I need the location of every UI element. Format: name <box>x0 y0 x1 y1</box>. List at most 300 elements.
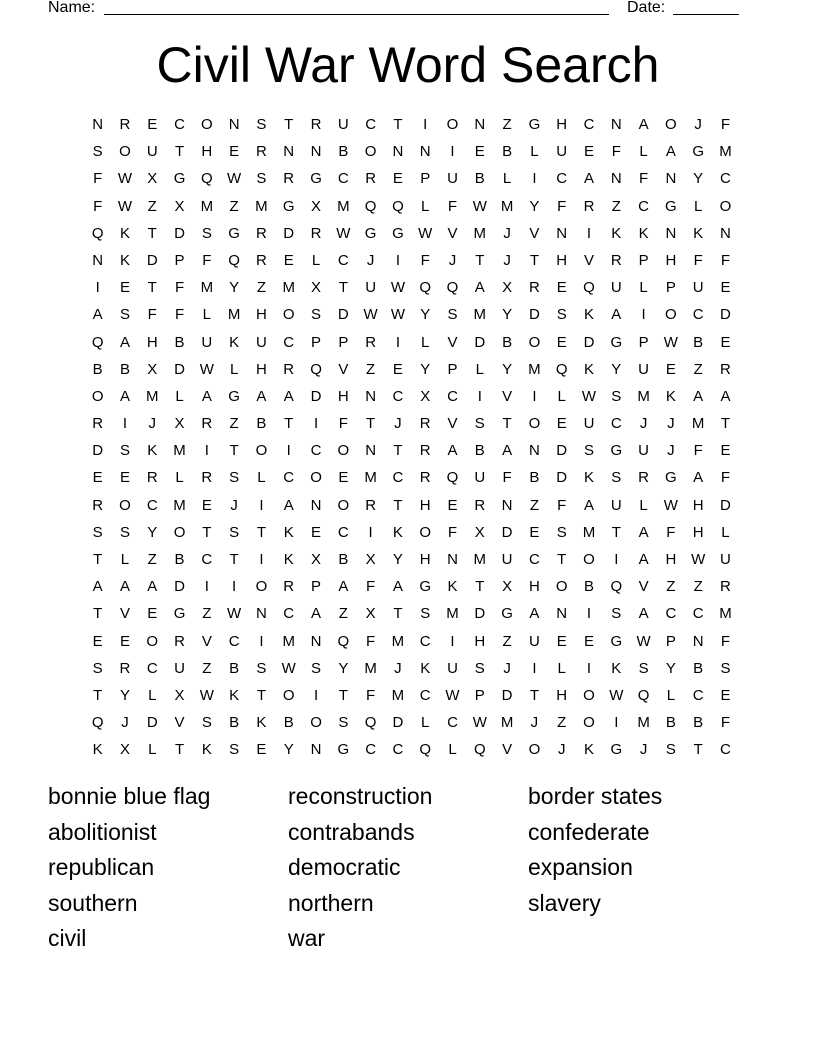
grid-letter[interactable]: D <box>337 306 349 324</box>
grid-letter[interactable]: N <box>283 143 295 161</box>
grid-letter[interactable]: U <box>201 333 213 351</box>
grid-letter[interactable]: A <box>720 387 731 405</box>
grid-letter[interactable]: J <box>503 659 511 677</box>
grid-letter[interactable]: Y <box>529 197 540 215</box>
grid-letter[interactable]: H <box>419 551 431 568</box>
grid-letter[interactable]: C <box>392 387 404 405</box>
grid-letter[interactable]: Z <box>693 360 703 378</box>
grid-letter[interactable]: R <box>174 632 185 650</box>
grid-letter[interactable]: C <box>337 251 349 269</box>
grid-letter[interactable]: A <box>92 578 103 596</box>
grid-letter[interactable]: D <box>146 251 158 269</box>
grid-letter[interactable]: S <box>556 306 567 324</box>
grid-letter[interactable]: K <box>420 659 431 677</box>
grid-letter[interactable]: E <box>720 279 731 297</box>
grid-letter[interactable]: L <box>421 333 430 351</box>
grid-letter[interactable]: T <box>174 143 185 161</box>
grid-letter[interactable]: G <box>173 170 186 188</box>
grid-letter[interactable]: M <box>446 605 459 623</box>
grid-letter[interactable]: I <box>423 116 428 133</box>
grid-letter[interactable]: F <box>720 116 731 133</box>
grid-letter[interactable]: C <box>610 415 622 433</box>
grid-letter[interactable]: I <box>259 496 264 514</box>
grid-letter[interactable]: A <box>392 578 403 596</box>
grid-letter[interactable]: D <box>720 306 731 324</box>
grid-letter[interactable]: R <box>720 578 731 596</box>
grid-letter[interactable]: J <box>448 251 457 269</box>
grid-letter[interactable]: I <box>95 279 100 297</box>
grid-letter[interactable]: Q <box>310 360 322 378</box>
grid-letter[interactable]: H <box>556 251 568 269</box>
grid-letter[interactable]: Z <box>502 632 512 650</box>
grid-letter[interactable]: B <box>256 415 267 433</box>
grid-letter[interactable]: H <box>474 632 486 650</box>
grid-letter[interactable]: E <box>147 116 158 133</box>
grid-letter[interactable]: D <box>92 442 104 460</box>
grid-letter[interactable]: T <box>366 415 376 433</box>
grid-letter[interactable]: P <box>311 333 322 351</box>
grid-letter[interactable]: K <box>583 741 594 759</box>
grid-letter[interactable]: M <box>173 442 186 460</box>
grid-letter[interactable]: F <box>611 143 621 161</box>
grid-letter[interactable]: Z <box>202 659 212 677</box>
grid-letter[interactable]: D <box>556 442 568 460</box>
grid-letter[interactable]: T <box>611 523 621 541</box>
grid-letter[interactable]: I <box>614 551 619 568</box>
grid-letter[interactable]: E <box>447 496 458 514</box>
grid-letter[interactable]: O <box>282 686 295 704</box>
grid-letter[interactable]: U <box>474 469 486 487</box>
grid-letter[interactable]: B <box>229 714 240 732</box>
grid-letter[interactable]: I <box>122 415 128 433</box>
grid-letter[interactable]: K <box>693 224 704 242</box>
grid-letter[interactable]: A <box>201 387 212 405</box>
grid-letter[interactable]: B <box>119 360 130 378</box>
grid-letter[interactable]: R <box>720 360 731 378</box>
grid-letter[interactable]: H <box>201 143 213 161</box>
grid-letter[interactable]: S <box>229 469 240 487</box>
grid-letter[interactable]: I <box>259 551 264 568</box>
grid-letter[interactable]: Y <box>420 360 431 378</box>
grid-letter[interactable]: Q <box>583 279 595 297</box>
grid-letter[interactable]: M <box>528 360 541 378</box>
grid-letter[interactable]: Y <box>229 279 240 297</box>
grid-letter[interactable]: X <box>502 279 513 297</box>
grid-letter[interactable]: H <box>692 496 704 514</box>
grid-letter[interactable]: B <box>474 170 485 188</box>
grid-letter[interactable]: E <box>392 360 403 378</box>
grid-letter[interactable]: I <box>395 333 400 351</box>
grid-letter[interactable]: C <box>337 523 349 541</box>
grid-letter[interactable]: R <box>283 360 295 378</box>
grid-letter[interactable]: Q <box>392 197 404 215</box>
grid-letter[interactable]: T <box>93 605 103 623</box>
grid-letter[interactable]: D <box>720 496 731 514</box>
grid-letter[interactable]: L <box>175 469 184 487</box>
grid-letter[interactable]: Y <box>119 686 130 704</box>
grid-letter[interactable]: M <box>500 714 514 732</box>
grid-letter[interactable]: A <box>693 387 704 405</box>
grid-letter[interactable]: V <box>201 632 212 650</box>
grid-letter[interactable]: G <box>665 197 677 215</box>
grid-letter[interactable]: V <box>174 714 185 732</box>
grid-letter[interactable]: M <box>500 197 514 215</box>
grid-letter[interactable]: M <box>391 686 405 704</box>
grid-letter[interactable]: O <box>583 551 595 568</box>
grid-letter[interactable]: A <box>283 387 294 405</box>
grid-letter[interactable]: S <box>229 523 240 541</box>
grid-letter[interactable]: R <box>474 496 486 514</box>
grid-letter[interactable]: M <box>691 415 705 433</box>
grid-letter[interactable]: W <box>390 306 405 324</box>
grid-letter[interactable]: H <box>337 387 349 405</box>
grid-letter[interactable]: U <box>528 632 540 650</box>
grid-letter[interactable]: F <box>338 415 348 433</box>
grid-letter[interactable]: Z <box>666 578 676 596</box>
grid-letter[interactable]: R <box>146 469 158 487</box>
grid-letter[interactable]: R <box>119 659 131 677</box>
grid-letter[interactable]: L <box>421 714 430 732</box>
grid-letter[interactable]: D <box>556 469 568 487</box>
grid-letter[interactable]: A <box>638 605 649 623</box>
grid-letter[interactable]: P <box>665 279 676 297</box>
grid-letter[interactable]: U <box>174 659 185 677</box>
grid-letter[interactable]: R <box>119 116 131 133</box>
grid-letter[interactable]: W <box>663 333 678 351</box>
grid-letter[interactable]: A <box>474 279 485 297</box>
grid-letter[interactable]: Z <box>256 279 267 297</box>
grid-letter[interactable]: J <box>639 741 648 759</box>
grid-letter[interactable]: T <box>393 116 403 133</box>
grid-letter[interactable]: R <box>310 224 322 242</box>
grid-letter[interactable]: X <box>365 551 376 568</box>
grid-letter[interactable]: Z <box>611 197 621 215</box>
grid-letter[interactable]: C <box>283 333 295 351</box>
grid-letter[interactable]: I <box>532 659 537 677</box>
grid-letter[interactable]: R <box>419 469 431 487</box>
grid-letter[interactable]: A <box>665 143 676 161</box>
grid-letter[interactable]: X <box>174 197 185 215</box>
grid-letter[interactable]: S <box>665 741 676 759</box>
grid-letter[interactable]: M <box>200 279 214 297</box>
grid-letter[interactable]: V <box>338 360 349 378</box>
grid-letter[interactable]: J <box>530 714 539 732</box>
grid-letter[interactable]: T <box>147 224 157 242</box>
grid-letter[interactable]: N <box>556 605 568 623</box>
word-search-grid[interactable] <box>84 113 739 766</box>
grid-letter[interactable]: W <box>117 170 133 188</box>
grid-letter[interactable]: O <box>419 523 432 541</box>
grid-letter[interactable]: E <box>92 469 103 487</box>
grid-letter[interactable]: S <box>474 415 485 433</box>
grid-letter[interactable]: B <box>338 551 349 568</box>
grid-letter[interactable]: Q <box>364 714 377 732</box>
grid-letter[interactable]: E <box>665 360 676 378</box>
grid-letter[interactable]: C <box>528 551 540 568</box>
grid-letter[interactable]: B <box>283 714 294 732</box>
grid-letter[interactable]: D <box>146 714 158 732</box>
grid-letter[interactable]: M <box>473 306 487 324</box>
grid-letter[interactable]: N <box>392 143 404 161</box>
grid-letter[interactable]: Q <box>201 170 213 188</box>
grid-letter[interactable]: S <box>119 306 130 324</box>
grid-letter[interactable]: C <box>283 605 295 623</box>
grid-letter[interactable]: T <box>475 578 485 596</box>
grid-letter[interactable]: K <box>229 333 240 351</box>
grid-letter[interactable]: O <box>583 686 595 704</box>
grid-letter[interactable]: J <box>503 224 511 242</box>
grid-letter[interactable]: L <box>639 496 648 514</box>
grid-letter[interactable]: F <box>720 251 731 269</box>
grid-letter[interactable]: E <box>256 741 267 759</box>
grid-letter[interactable]: T <box>256 686 267 704</box>
grid-letter[interactable]: G <box>610 442 623 460</box>
grid-letter[interactable]: W <box>227 605 242 623</box>
grid-letter[interactable]: N <box>501 496 513 514</box>
grid-letter[interactable]: Z <box>557 714 567 732</box>
date-blank-line[interactable] <box>673 0 739 15</box>
grid-letter[interactable]: U <box>501 551 513 568</box>
grid-letter[interactable]: P <box>665 632 676 650</box>
grid-letter[interactable]: U <box>256 333 267 351</box>
grid-letter[interactable]: R <box>283 578 295 596</box>
grid-letter[interactable]: P <box>174 251 185 269</box>
grid-letter[interactable]: L <box>148 741 157 759</box>
grid-letter[interactable]: G <box>228 387 240 405</box>
grid-letter[interactable]: L <box>448 741 457 759</box>
grid-letter[interactable]: T <box>557 551 567 568</box>
grid-letter[interactable]: K <box>447 578 458 596</box>
grid-letter[interactable]: I <box>450 143 455 161</box>
grid-letter[interactable]: I <box>368 523 373 541</box>
grid-letter[interactable]: R <box>419 442 431 460</box>
grid-letter[interactable]: S <box>92 523 103 541</box>
grid-letter[interactable]: H <box>256 306 267 324</box>
grid-letter[interactable]: F <box>720 469 731 487</box>
grid-letter[interactable]: I <box>313 686 319 704</box>
grid-letter[interactable]: J <box>694 116 702 133</box>
grid-letter[interactable]: W <box>336 224 351 242</box>
grid-letter[interactable]: B <box>502 143 513 161</box>
grid-letter[interactable]: U <box>720 551 731 568</box>
grid-letter[interactable]: Y <box>502 360 513 378</box>
grid-letter[interactable]: H <box>256 360 267 378</box>
grid-letter[interactable]: Z <box>366 360 376 378</box>
grid-letter[interactable]: L <box>175 387 184 405</box>
grid-letter[interactable]: D <box>583 333 595 351</box>
grid-letter[interactable]: L <box>257 469 266 487</box>
grid-letter[interactable]: C <box>638 197 649 215</box>
grid-letter[interactable]: J <box>557 741 566 759</box>
grid-letter[interactable]: S <box>638 659 649 677</box>
grid-letter[interactable]: C <box>447 387 458 405</box>
grid-letter[interactable]: E <box>583 632 594 650</box>
grid-letter[interactable]: S <box>201 224 212 242</box>
grid-letter[interactable]: W <box>581 387 597 405</box>
grid-letter[interactable]: F <box>502 469 512 487</box>
grid-letter[interactable]: C <box>720 741 731 759</box>
grid-letter[interactable]: U <box>365 279 377 297</box>
grid-letter[interactable]: M <box>719 605 732 623</box>
grid-letter[interactable]: H <box>528 578 540 596</box>
grid-letter[interactable]: I <box>586 659 592 677</box>
grid-letter[interactable]: R <box>92 415 104 433</box>
grid-letter[interactable]: W <box>691 551 706 568</box>
grid-letter[interactable]: Q <box>446 279 459 297</box>
grid-letter[interactable]: G <box>228 224 240 242</box>
grid-letter[interactable]: W <box>609 686 624 704</box>
grid-letter[interactable]: C <box>283 469 295 487</box>
grid-letter[interactable]: Q <box>637 686 650 704</box>
grid-letter[interactable]: D <box>174 360 185 378</box>
grid-letter[interactable]: O <box>146 632 159 650</box>
grid-letter[interactable]: N <box>310 143 322 161</box>
grid-letter[interactable]: T <box>93 551 103 568</box>
grid-letter[interactable]: D <box>501 686 513 704</box>
grid-letter[interactable]: A <box>529 605 540 623</box>
grid-letter[interactable]: E <box>92 632 103 650</box>
grid-letter[interactable]: B <box>693 333 704 351</box>
grid-letter[interactable]: I <box>532 170 537 188</box>
grid-letter[interactable]: Y <box>665 659 676 677</box>
grid-letter[interactable]: P <box>447 360 458 378</box>
grid-letter[interactable]: T <box>202 523 212 541</box>
grid-letter[interactable]: E <box>556 333 567 351</box>
grid-letter[interactable]: T <box>502 415 512 433</box>
grid-letter[interactable]: Q <box>473 741 486 759</box>
grid-letter[interactable]: E <box>147 605 158 623</box>
grid-letter[interactable]: N <box>474 116 486 133</box>
grid-letter[interactable]: T <box>338 686 348 704</box>
grid-letter[interactable]: O <box>310 714 322 732</box>
grid-letter[interactable]: O <box>555 578 568 596</box>
grid-letter[interactable]: R <box>419 415 431 433</box>
grid-letter[interactable]: I <box>614 714 619 732</box>
grid-letter[interactable]: N <box>610 116 622 133</box>
grid-letter[interactable]: M <box>200 197 214 215</box>
grid-letter[interactable]: V <box>447 224 458 242</box>
grid-letter[interactable]: U <box>556 143 568 161</box>
grid-letter[interactable]: A <box>638 551 649 568</box>
grid-letter[interactable]: R <box>365 170 377 188</box>
grid-letter[interactable]: C <box>692 306 704 324</box>
grid-letter[interactable]: E <box>556 632 567 650</box>
grid-letter[interactable]: S <box>311 659 322 677</box>
grid-letter[interactable]: N <box>528 442 540 460</box>
grid-letter[interactable]: O <box>528 415 541 433</box>
grid-letter[interactable]: Z <box>147 551 157 568</box>
grid-letter[interactable]: O <box>528 741 541 759</box>
grid-letter[interactable]: X <box>147 170 158 188</box>
grid-letter[interactable]: S <box>201 714 212 732</box>
grid-letter[interactable]: B <box>529 469 540 487</box>
grid-letter[interactable]: O <box>337 496 350 514</box>
grid-letter[interactable]: S <box>311 306 322 324</box>
grid-letter[interactable]: A <box>638 116 649 133</box>
grid-letter[interactable]: L <box>721 523 730 541</box>
grid-letter[interactable]: B <box>338 143 349 161</box>
grid-letter[interactable]: T <box>393 605 403 623</box>
grid-letter[interactable]: D <box>174 224 185 242</box>
grid-letter[interactable]: R <box>365 496 377 514</box>
grid-letter[interactable]: K <box>611 659 622 677</box>
grid-letter[interactable]: H <box>419 496 431 514</box>
grid-letter[interactable]: U <box>692 279 704 297</box>
grid-letter[interactable]: T <box>720 415 731 433</box>
grid-letter[interactable]: I <box>586 605 592 623</box>
grid-letter[interactable]: H <box>665 251 677 269</box>
grid-letter[interactable]: E <box>229 143 240 161</box>
grid-letter[interactable]: I <box>641 306 646 324</box>
grid-letter[interactable]: K <box>283 523 294 541</box>
grid-letter[interactable]: B <box>665 714 676 732</box>
grid-letter[interactable]: K <box>256 714 267 732</box>
grid-letter[interactable]: E <box>556 279 567 297</box>
grid-letter[interactable]: K <box>229 686 240 704</box>
grid-letter[interactable]: A <box>583 496 594 514</box>
grid-letter[interactable]: H <box>556 686 568 704</box>
grid-letter[interactable]: P <box>420 170 431 188</box>
grid-letter[interactable]: F <box>93 197 103 215</box>
grid-letter[interactable]: N <box>610 170 622 188</box>
grid-letter[interactable]: G <box>310 170 322 188</box>
grid-letter[interactable]: P <box>338 333 349 351</box>
grid-letter[interactable]: X <box>502 578 513 596</box>
grid-letter[interactable]: I <box>477 387 482 405</box>
grid-letter[interactable]: V <box>529 224 540 242</box>
grid-letter[interactable]: R <box>201 469 213 487</box>
grid-letter[interactable]: R <box>256 224 267 242</box>
grid-letter[interactable]: K <box>583 469 594 487</box>
grid-letter[interactable]: B <box>693 714 704 732</box>
grid-letter[interactable]: B <box>229 659 240 677</box>
grid-letter[interactable]: Z <box>338 605 348 623</box>
grid-letter[interactable]: G <box>665 469 677 487</box>
grid-letter[interactable]: G <box>173 605 186 623</box>
grid-letter[interactable]: X <box>311 551 322 568</box>
grid-letter[interactable]: B <box>583 578 594 596</box>
grid-letter[interactable]: K <box>147 442 158 460</box>
grid-letter[interactable]: M <box>227 306 241 324</box>
grid-letter[interactable]: G <box>419 578 432 596</box>
grid-letter[interactable]: A <box>638 523 649 541</box>
grid-letter[interactable]: H <box>692 523 704 541</box>
grid-letter[interactable]: W <box>227 170 242 188</box>
grid-letter[interactable]: A <box>119 578 130 596</box>
grid-letter[interactable]: S <box>420 605 431 623</box>
grid-letter[interactable]: Y <box>338 659 349 677</box>
grid-letter[interactable]: R <box>92 496 104 514</box>
grid-letter[interactable]: L <box>421 197 430 215</box>
grid-letter[interactable]: M <box>637 387 650 405</box>
grid-letter[interactable]: I <box>532 387 537 405</box>
grid-letter[interactable]: T <box>529 686 539 704</box>
grid-letter[interactable]: S <box>229 741 240 759</box>
grid-letter[interactable]: G <box>528 116 541 133</box>
grid-letter[interactable]: G <box>501 605 513 623</box>
grid-letter[interactable]: I <box>450 632 455 650</box>
grid-letter[interactable]: V <box>583 251 594 269</box>
name-blank-line[interactable] <box>104 0 609 15</box>
grid-letter[interactable]: R <box>638 469 649 487</box>
grid-letter[interactable]: E <box>720 686 731 704</box>
grid-letter[interactable]: I <box>204 578 209 596</box>
grid-letter[interactable]: H <box>665 551 677 568</box>
grid-letter[interactable]: W <box>636 632 651 650</box>
grid-letter[interactable]: I <box>232 578 237 596</box>
grid-letter[interactable]: X <box>147 360 158 378</box>
grid-letter[interactable]: W <box>281 659 296 677</box>
